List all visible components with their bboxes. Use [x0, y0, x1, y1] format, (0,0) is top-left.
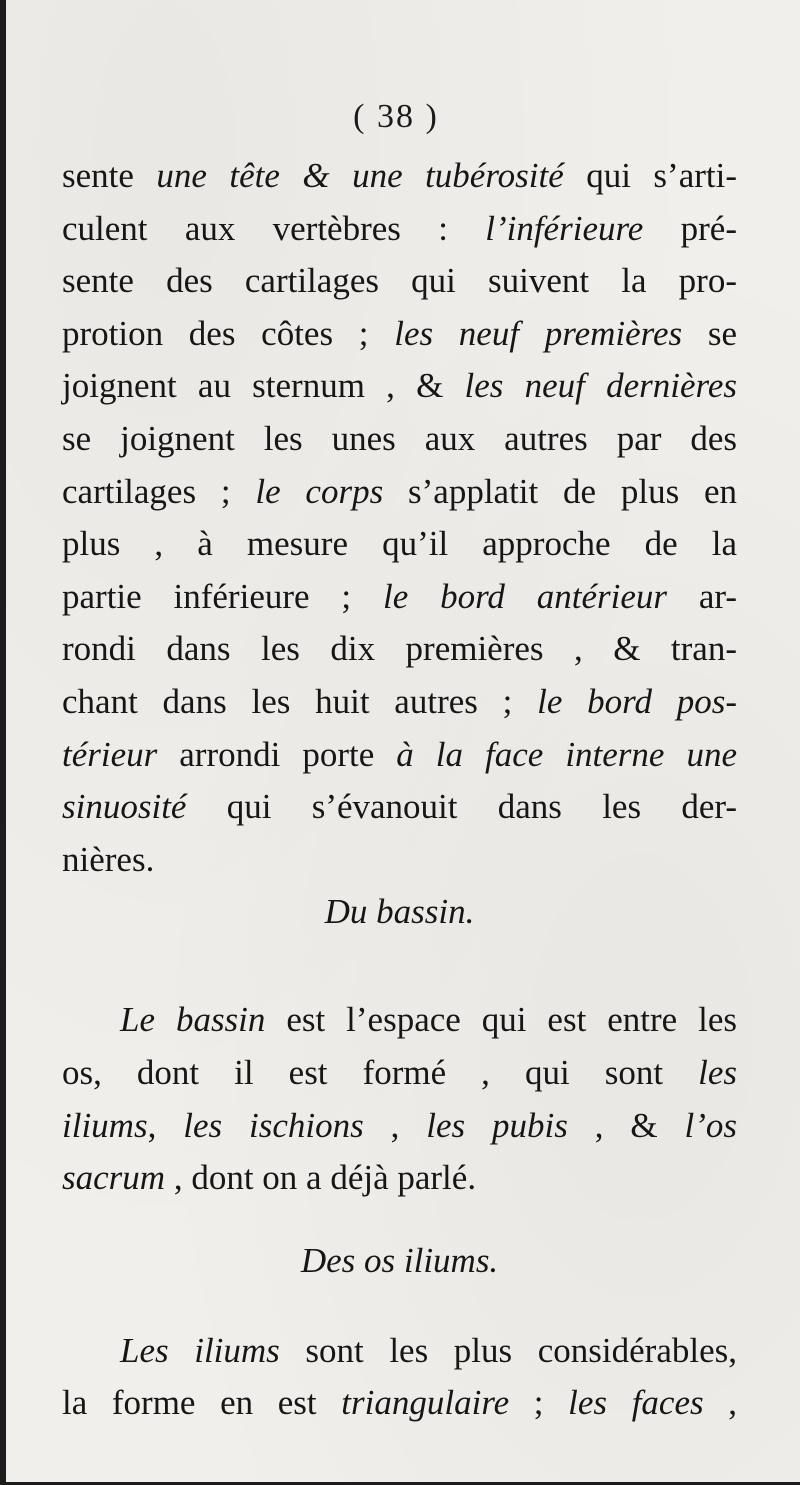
text-line: culent aux vertèbres : l’inférieure pré- [62, 208, 737, 248]
text-line: nières. [62, 839, 155, 879]
text-line: se joignent les unes aux autres par des [62, 418, 737, 458]
page-number: ( 38 ) [353, 98, 439, 135]
text-line: Les iliums sont les plus considérables, [120, 1330, 737, 1370]
text-line: os, dont il est formé , qui sont les [62, 1052, 737, 1092]
section-heading: Du bassin. [324, 892, 475, 932]
text-line: iliums, les ischions , les pubis , & l’os [62, 1105, 738, 1145]
text-line: Le bassin est l’espace qui est entre les [120, 1000, 737, 1040]
text-line: sente une tête & une tubérosité qui s’arti- [62, 156, 737, 195]
text-line: chant dans les huit autres ; le bord pos- [62, 681, 737, 721]
page-body [62, 150, 737, 1430]
text-line: sinuosité qui s’évanouit dans les der- [62, 787, 737, 827]
text-line: rondi dans les dix premières , & tran- [62, 629, 737, 669]
text-line: térieur arrondi porte à la face interne une [62, 734, 737, 774]
text-line: plus , à mesure qu’il approche de la [62, 524, 737, 564]
text-line: sacrum , dont on a déjà parlé. [62, 1158, 477, 1198]
text-line: protion des côtes ; les neuf premières se [62, 313, 737, 353]
text-line: sente des cartilages qui suivent la pro- [62, 261, 737, 301]
text-line: partie inférieure ; le bord antérieur ar- [62, 576, 738, 616]
text-line: joignent au sternum , & les neuf dernières [62, 366, 738, 406]
text-line: cartilages ; le corps s’applatit de plus en [62, 471, 738, 511]
section-heading: Des os iliums. [300, 1240, 499, 1280]
book-page [6, 0, 800, 1482]
text-line: la forme en est triangulaire ; les faces , [62, 1383, 737, 1423]
